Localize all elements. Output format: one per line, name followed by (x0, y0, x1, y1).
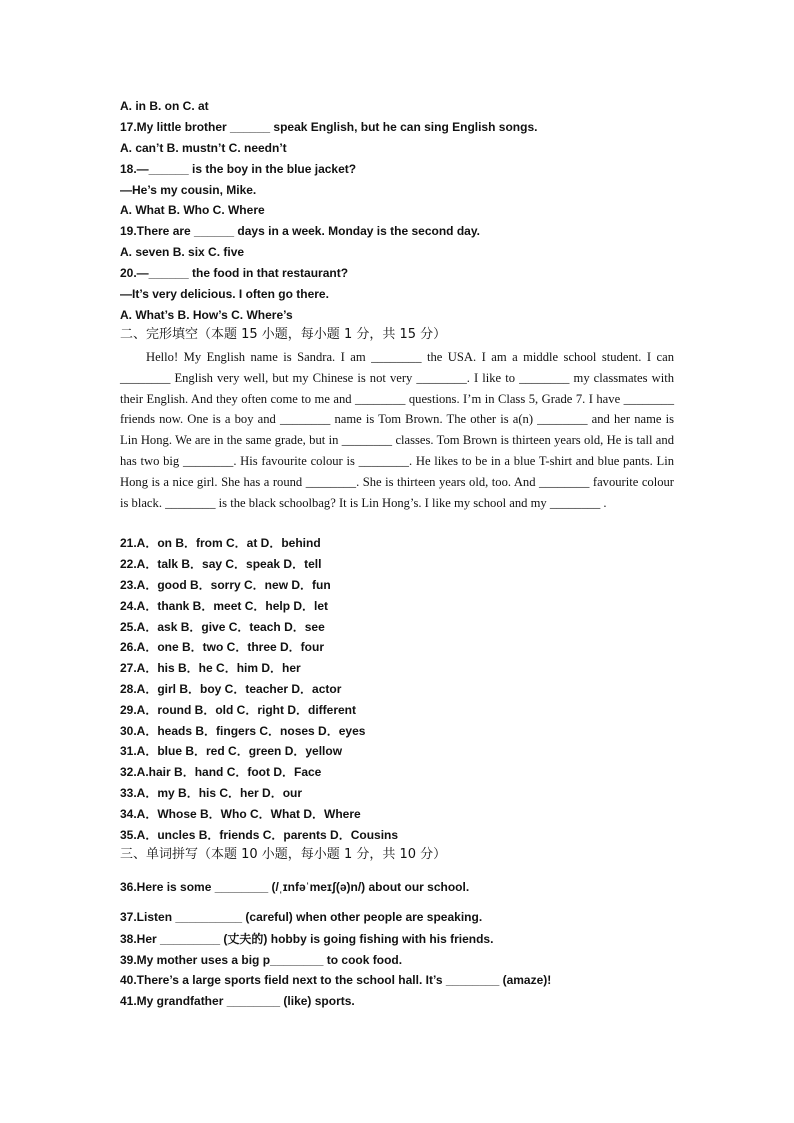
spelling-item: 38.Her _________ (丈夫的) hobby is going fishing with his friends. (120, 932, 494, 946)
option-line: 25.A．ask B．give C．teach D．see (120, 620, 325, 634)
option-line: 23.A．good B．sorry C．new D．fun (120, 578, 331, 592)
q19-question: 19.There are ______ days in a week. Monday is the second day. (120, 224, 480, 238)
option-line: 22.A．talk B．say C．speak D．tell (120, 557, 322, 571)
option-line: 29.A．round B．old C．right D．different (120, 703, 356, 717)
q20-question: 20.—______ the food in that restaurant? (120, 266, 349, 280)
option-line: 21.A．on B．from C．at D．behind (120, 536, 321, 550)
spelling-item: 39.My mother uses a big p________ to cook food. (120, 953, 403, 967)
q18-question: 18.—______ is the boy in the blue jacket? (120, 162, 357, 176)
option-line: 28.A．girl B．boy C．teacher D．actor (120, 682, 342, 696)
option-line: 32.A.hair B．hand C．foot D．Face (120, 765, 322, 779)
section-2-title: 二、完形填空（本题 15 小题，每小题 1 分，共 15 分） (120, 327, 447, 342)
q20-answer: —It’s very delicious. I often go there. (120, 287, 329, 301)
spelling-item: 37.Listen __________ (careful) when other people are speaking. (120, 910, 483, 924)
cloze-passage: Hello! My English name is Sandra. I am ________ the USA. I am a middle school student. I can ________ English very well, but my Chinese is not very ________. I like to ________ my classmates with their English. And they often come to me and ________ questions. I’m in Class 5, Grade 7. I have ________ friends now. One is a boy and ________ name is Tom Brown. The other is a(n) ________ and her name is Lin Hong. We are in the same grade, but in ________ classes. Tom Brown is thirteen years old, He is tall and has two big ________. His favourite colour is ________. He likes to be in a blue T-shirt and blue pants. Lin Hong is a nice girl. She has a round ________. She is thirteen years old, too. And ________ favourite colour is black. ________ is the black schoolbag? It is Lin Hong’s. I like my school and my ________ . (120, 350, 674, 510)
q18-options: A. What B. Who C. Where (120, 203, 265, 217)
spelling-item: 40.There’s a large sports field next to the school hall. It’s ________ (amaze)! (120, 973, 552, 987)
option-line: 35.A．uncles B．friends C．parents D．Cousins (120, 828, 399, 842)
q17-options: A. can’t B. mustn’t C. needn’t (120, 141, 287, 155)
q20-options: A. What’s B. How’s C. Where’s (120, 308, 293, 322)
q17-question: 17.My little brother ______ speak English, but he can sing English songs. (120, 120, 538, 134)
option-line: 24.A．thank B．meet C．help D．let (120, 599, 329, 613)
option-line: 26.A．one B．two C．three D．four (120, 640, 325, 654)
option-line: 30.A．heads B．fingers C．noses D．eyes (120, 724, 366, 738)
option-line: 33.A．my B．his C．her D．our (120, 786, 303, 800)
option-line: 31.A．blue B．red C．green D．yellow (120, 744, 343, 758)
option-line: 34.A．Whose B．Who C．What D．Where (120, 807, 361, 821)
q18-answer: —He’s my cousin, Mike. (120, 183, 257, 197)
section-3-title: 三、单词拼写（本题 10 小题，每小题 1 分，共 10 分） (120, 847, 447, 862)
q19-options: A. seven B. six C. five (120, 245, 245, 259)
q16-options: A. in B. on C. at (120, 99, 209, 113)
option-line: 27.A．his B．he C．him D．her (120, 661, 301, 675)
spelling-item: 41.My grandfather ________ (like) sports. (120, 994, 355, 1008)
spelling-item: 36.Here is some ________ (/ˌɪnfəˈmeɪʃ(ə)n/) about our school. (120, 880, 470, 894)
